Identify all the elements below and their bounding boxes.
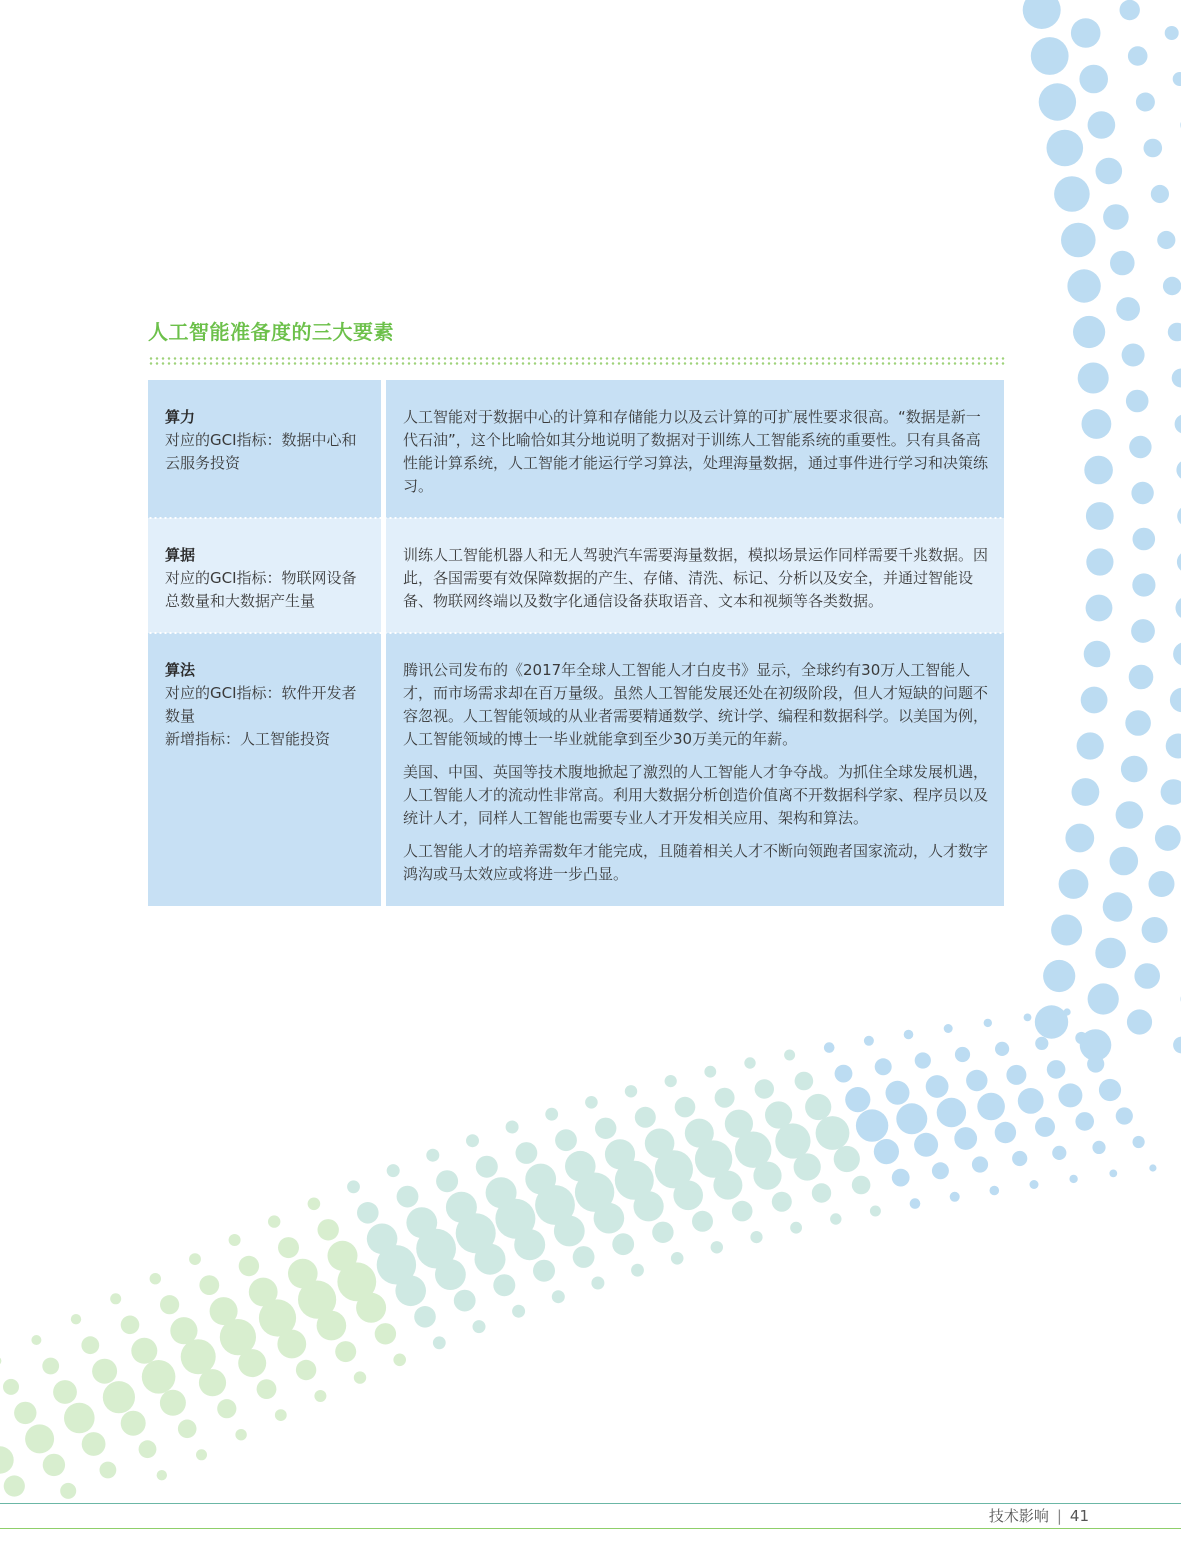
decorative-dot xyxy=(795,1072,814,1091)
factor-description-cell xyxy=(386,380,1004,518)
decorative-dot xyxy=(1024,1014,1032,1022)
factor-description-cell xyxy=(386,518,1004,633)
decorative-dot xyxy=(1087,1055,1104,1072)
page-number: 41 xyxy=(1069,1506,1089,1525)
decorative-dot xyxy=(1086,548,1113,575)
decorative-dot xyxy=(1173,1037,1181,1054)
decorative-dot xyxy=(1166,734,1181,759)
decorative-dot xyxy=(1035,1005,1068,1038)
decorative-dot xyxy=(932,1162,949,1179)
decorative-dot xyxy=(1121,756,1148,783)
decorative-dot xyxy=(1071,18,1101,48)
decorative-dot xyxy=(1134,963,1160,989)
factor-indicator: 对应的GCI指标：软件开发者数量 xyxy=(165,684,357,725)
decorative-dot xyxy=(904,1030,914,1040)
decorative-dot xyxy=(375,1323,396,1344)
decorative-dot xyxy=(1127,1009,1152,1034)
decorative-dot xyxy=(977,1093,1005,1121)
decorative-dot xyxy=(121,1411,146,1436)
decorative-dot xyxy=(1064,1008,1071,1015)
decorative-dot xyxy=(870,1206,881,1217)
decorative-dot xyxy=(1099,1079,1121,1101)
decorative-dot xyxy=(1081,687,1108,714)
decorative-dot xyxy=(466,1134,479,1147)
decorative-dot xyxy=(732,1201,753,1222)
decorative-dot xyxy=(1110,251,1135,276)
decorative-dot xyxy=(995,1042,1009,1056)
decorative-dot xyxy=(625,1085,637,1097)
factor-label-cell xyxy=(148,518,381,633)
decorative-dot xyxy=(160,1295,179,1314)
footer-rule xyxy=(0,1528,1181,1529)
decorative-dot xyxy=(585,1096,598,1109)
decorative-dot xyxy=(845,1087,870,1112)
decorative-dot xyxy=(1133,528,1156,551)
decorative-dot xyxy=(864,1036,874,1046)
decorative-dot xyxy=(1079,65,1108,94)
decorative-dot xyxy=(142,1360,176,1394)
decorative-dot xyxy=(1078,363,1109,394)
decorative-dot xyxy=(1018,1088,1044,1114)
decorative-dot xyxy=(268,1215,280,1227)
decorative-dot xyxy=(914,1133,938,1157)
decorative-dot xyxy=(1086,502,1114,530)
decorative-dot xyxy=(139,1440,157,1458)
decorative-dot xyxy=(1061,223,1096,258)
decorative-dot xyxy=(1175,414,1181,434)
decorative-dot xyxy=(1149,871,1175,897)
decorative-dot xyxy=(81,1336,99,1354)
table-row xyxy=(148,633,1004,906)
description-paragraph: 腾讯公司发布的《2017年全球人工智能人才白皮书》显示，全球约有30万人工智能人才，而市场需求却在百万量级。虽然人工智能发展还处在初级阶段，但人才短缺的问题不容忽视。人工智能领域的从业者需要精通数学、统计学、编程和数据科学。以美国为例，人工智能领域的博士一毕业就能拿到至少30万美元的年薪。 xyxy=(403,661,989,748)
decorative-dot xyxy=(296,1360,316,1380)
decorative-dot xyxy=(1030,1180,1039,1189)
decorative-dot xyxy=(552,1290,565,1303)
decorative-dot xyxy=(665,1075,677,1087)
decorative-dot xyxy=(790,1222,802,1234)
decorative-dot xyxy=(1131,482,1153,504)
decorative-dot xyxy=(1047,130,1084,167)
decorative-dot xyxy=(516,1142,538,1164)
decorative-dot xyxy=(189,1253,201,1265)
decorative-dot xyxy=(1031,37,1069,75)
decorative-dot xyxy=(775,1123,810,1158)
table-row xyxy=(148,380,1004,518)
decorative-dot xyxy=(397,1186,419,1208)
decorative-dot xyxy=(713,1171,742,1200)
decorative-dot xyxy=(235,1429,246,1440)
decorative-dot xyxy=(426,1149,439,1162)
decorative-dot xyxy=(554,1216,585,1247)
decorative-dot xyxy=(995,1122,1016,1143)
decorative-dot xyxy=(318,1219,339,1240)
decorative-dot xyxy=(493,1274,515,1296)
decorative-dot xyxy=(178,1420,197,1439)
decorative-dot xyxy=(573,1246,595,1268)
decorative-dot xyxy=(160,1390,186,1416)
decorative-dot xyxy=(772,1192,792,1212)
decorative-dot xyxy=(473,1320,486,1333)
footer-section-name: 技术影响 xyxy=(988,1507,1049,1525)
decorative-dot xyxy=(1035,1037,1048,1050)
decorative-dot xyxy=(794,1153,821,1180)
decorative-dot xyxy=(1096,158,1123,185)
decorative-dot xyxy=(671,1252,684,1265)
decorative-dot xyxy=(784,1050,795,1061)
decorative-dot xyxy=(533,1260,555,1282)
decorative-dot xyxy=(393,1354,406,1367)
decorative-dot xyxy=(1165,26,1179,40)
decorative-dot xyxy=(830,1213,841,1224)
decorative-dot xyxy=(1120,0,1140,20)
decorative-dot xyxy=(356,1293,386,1323)
decorative-dot xyxy=(0,1446,14,1473)
dotted-divider xyxy=(148,356,1006,366)
decorative-dot xyxy=(433,1336,446,1349)
decorative-dot xyxy=(595,1118,616,1139)
decorative-dot xyxy=(1023,0,1061,29)
decorative-dot xyxy=(335,1341,356,1362)
decorative-dot xyxy=(239,1256,259,1276)
decorative-dot xyxy=(60,1483,76,1499)
factor-new-indicator: 新增指标：人工智能投资 xyxy=(165,730,331,748)
decorative-dot xyxy=(1084,641,1111,668)
decorative-dot xyxy=(181,1339,216,1374)
decorative-dot xyxy=(1039,83,1076,120)
decorative-dot xyxy=(506,1121,519,1134)
decorative-dot xyxy=(1075,1032,1087,1044)
decorative-dot xyxy=(278,1237,299,1258)
description-paragraph: 人工智能对于数据中心的计算和存储能力以及云计算的可扩展性要求很高。“数据是新一代石油”，这个比喻恰如其分地说明了数据对于训练人工智能系统的重要性。只有具备高性能计算系统，人工智能才能运行学习算法，处理海量数据，通过事件进行学习和决策练习。 xyxy=(403,408,989,495)
decorative-dot xyxy=(1073,316,1105,348)
decorative-dot xyxy=(673,1181,703,1211)
decorative-dot xyxy=(435,1259,466,1290)
decorative-dot xyxy=(1052,1146,1066,1160)
decorative-dot xyxy=(4,1475,25,1496)
decorative-dot xyxy=(199,1369,226,1396)
decorative-dot xyxy=(1157,231,1175,249)
decorative-dot xyxy=(42,1358,59,1375)
decorative-dot xyxy=(834,1146,860,1172)
decorative-dot xyxy=(1077,732,1104,759)
decorative-dot xyxy=(110,1293,121,1304)
decorative-dot xyxy=(856,1109,888,1141)
decorative-dot xyxy=(414,1306,436,1328)
decorative-dot xyxy=(0,1356,1,1365)
decorative-dot xyxy=(875,1058,892,1075)
decorative-dot xyxy=(257,1379,277,1399)
decorative-dot xyxy=(937,1098,966,1127)
decorative-dot xyxy=(314,1390,326,1402)
factor-name: 算力 xyxy=(165,408,196,426)
decorative-dot xyxy=(103,1381,135,1413)
table-row xyxy=(148,518,1004,633)
decorative-dot xyxy=(812,1183,831,1202)
decorative-dot xyxy=(1173,72,1181,86)
decorative-dot xyxy=(1176,597,1181,620)
decorative-dot xyxy=(591,1277,604,1290)
decorative-dot xyxy=(816,1116,850,1150)
decorative-dot xyxy=(121,1316,140,1335)
decorative-dot xyxy=(82,1432,106,1456)
decorative-dot xyxy=(277,1330,306,1359)
decorative-dot xyxy=(1058,1083,1082,1107)
footer-separator: | xyxy=(1056,1506,1062,1525)
decorative-dot xyxy=(25,1424,54,1453)
decorative-dot xyxy=(635,1107,656,1128)
decorative-dot xyxy=(1144,139,1163,158)
decorative-dot xyxy=(199,1275,219,1295)
decorative-dot xyxy=(1149,1164,1156,1171)
decorative-dot xyxy=(1129,436,1151,458)
factors-table xyxy=(148,380,1004,906)
decorative-dot xyxy=(1006,1065,1026,1085)
decorative-dot xyxy=(157,1470,167,1480)
decorative-dot xyxy=(753,1162,781,1190)
decorative-dot xyxy=(744,1057,755,1068)
decorative-dot xyxy=(1069,1175,1077,1183)
decorative-dot xyxy=(71,1314,81,1324)
decorative-dot xyxy=(1155,825,1181,851)
section-title: 人工智能准备度的三大要素 xyxy=(148,320,394,344)
decorative-dot xyxy=(750,1231,762,1243)
decorative-dot xyxy=(317,1311,347,1341)
decorative-dot xyxy=(1168,323,1181,342)
decorative-dot xyxy=(1129,665,1154,690)
description-paragraph: 训练人工智能机器人和无人驾驶汽车需要海量数据，模拟场景运作同样需要千兆数据。因此，各国需要有效保障数据的产生、存储、清洗、标记、分析以及安全，并通过智能设备、物联网终端以及数字化通信设备获取语音、文本和视频等各类数据。 xyxy=(403,546,989,610)
decorative-dot xyxy=(711,1241,723,1253)
decorative-dot xyxy=(545,1108,558,1121)
decorative-dot xyxy=(954,1127,977,1150)
decorative-dot xyxy=(196,1449,207,1460)
decorative-dot xyxy=(1132,573,1155,596)
decorative-dot xyxy=(308,1198,321,1211)
decorative-dot xyxy=(1122,344,1145,367)
decorative-dot xyxy=(1128,46,1148,66)
decorative-dot xyxy=(354,1371,366,1383)
decorative-dot xyxy=(852,1176,871,1195)
decorative-dot xyxy=(824,1042,835,1053)
decorative-dot xyxy=(476,1156,498,1178)
decorative-dot xyxy=(984,1019,992,1027)
decorative-dot xyxy=(594,1203,625,1234)
decorative-dot xyxy=(1084,456,1113,485)
page-footer xyxy=(989,1505,1089,1526)
factor-label-cell xyxy=(148,380,381,518)
decorative-dot xyxy=(1142,917,1168,943)
decorative-dot xyxy=(1163,277,1181,295)
decorative-dot xyxy=(31,1335,41,1345)
decorative-dot xyxy=(1047,1060,1066,1079)
decorative-dot xyxy=(1086,595,1113,622)
decorative-dot xyxy=(1035,1117,1055,1137)
decorative-dot xyxy=(475,1244,506,1275)
decorative-dot xyxy=(926,1075,949,1098)
decorative-dot xyxy=(1116,297,1140,321)
decorative-dot xyxy=(217,1399,236,1418)
decorative-dot xyxy=(1067,269,1100,302)
decorative-dot xyxy=(3,1379,19,1395)
decorative-dot xyxy=(1116,801,1144,829)
decorative-dot xyxy=(972,1156,988,1172)
decorative-dot xyxy=(1012,1151,1027,1166)
decorative-dot xyxy=(395,1276,426,1307)
decorative-dot xyxy=(64,1403,95,1434)
decorative-dot xyxy=(1126,390,1149,413)
decorative-dot xyxy=(1092,1141,1105,1154)
decorative-dot xyxy=(1177,505,1181,526)
decorative-dot xyxy=(43,1454,65,1476)
decorative-dot xyxy=(805,1094,831,1120)
factor-indicator: 对应的GCI指标：数据中心和云服务投资 xyxy=(165,431,357,472)
decorative-dot xyxy=(631,1264,644,1277)
decorative-dot xyxy=(1136,93,1155,112)
decorative-dot xyxy=(1088,111,1116,139)
decorative-dot xyxy=(1177,551,1181,573)
decorative-dot xyxy=(1075,1112,1094,1131)
decorative-dot xyxy=(755,1079,774,1098)
decorative-dot xyxy=(1051,915,1082,946)
decorative-dot xyxy=(387,1164,400,1177)
decorative-dot xyxy=(1103,892,1133,922)
decorative-dot xyxy=(100,1462,117,1479)
decorative-dot xyxy=(512,1305,525,1318)
decorative-dot xyxy=(896,1103,927,1134)
decorative-dot xyxy=(1133,1136,1145,1148)
decorative-dot xyxy=(950,1192,960,1202)
decorative-dot xyxy=(357,1202,379,1224)
decorative-dot xyxy=(955,1047,970,1062)
decorative-dot xyxy=(835,1065,853,1083)
decorative-dot xyxy=(1110,847,1139,876)
decorative-dot xyxy=(1172,369,1181,388)
decorative-dot xyxy=(1072,778,1100,806)
decorative-dot xyxy=(1082,409,1112,439)
decorative-dot xyxy=(1065,824,1094,853)
decorative-dot xyxy=(612,1233,634,1255)
decorative-dot xyxy=(915,1052,931,1068)
factor-indicator: 对应的GCI指标：物联网设备总数量和大数据产生量 xyxy=(165,569,357,610)
decorative-dot xyxy=(150,1273,161,1284)
factor-name: 算据 xyxy=(165,546,196,564)
decorative-dot xyxy=(715,1088,735,1108)
decorative-dot xyxy=(229,1234,241,1246)
decorative-dot xyxy=(1088,983,1119,1014)
decorative-dot xyxy=(555,1129,577,1151)
decorative-dot xyxy=(1109,1170,1117,1178)
decorative-dot xyxy=(1059,869,1089,899)
decorative-dot xyxy=(1176,460,1181,480)
decorative-dot xyxy=(1095,938,1126,969)
decorative-dot xyxy=(53,1380,77,1404)
decorative-dot xyxy=(692,1211,713,1232)
decorative-dot xyxy=(454,1290,476,1312)
decorative-dot xyxy=(1170,688,1181,712)
decorative-dot xyxy=(892,1169,910,1187)
factor-description-cell xyxy=(386,633,1004,906)
decorative-dot xyxy=(1131,619,1155,643)
decorative-dot xyxy=(910,1198,921,1209)
decorative-dot xyxy=(92,1359,117,1384)
decorative-dot xyxy=(347,1180,360,1193)
decorative-dot xyxy=(14,1402,36,1424)
decorative-dot xyxy=(675,1097,696,1118)
decorative-dot xyxy=(1173,642,1181,666)
decorative-dot xyxy=(886,1081,910,1105)
decorative-dot xyxy=(1116,1107,1133,1124)
decorative-dot xyxy=(652,1222,673,1243)
decorative-dot xyxy=(1103,204,1129,230)
decorative-dot xyxy=(275,1409,287,1421)
decorative-dot xyxy=(874,1139,899,1164)
decorative-dot xyxy=(436,1170,458,1192)
decorative-dot xyxy=(1151,185,1169,203)
footer-rule xyxy=(0,1503,1181,1504)
decorative-dot xyxy=(1161,779,1181,805)
decorative-dot xyxy=(238,1349,266,1377)
decorative-dot xyxy=(990,1186,1000,1196)
decorative-dot xyxy=(1125,710,1151,736)
description-paragraph: 人工智能人才的培养需数年才能完成，且随着相关人才不断向领跑者国家流动，人才数字鸿沟或马太效应或将进一步凸显。 xyxy=(403,842,989,883)
factor-name: 算法 xyxy=(165,661,196,679)
decorative-dot xyxy=(704,1066,716,1078)
description-paragraph: 美国、中国、英国等技术腹地掀起了激烈的人工智能人才争夺战。为抓住全球发展机遇，人工智能人才的流动性非常高。利用大数据分析创造价值离不开数据科学家、程序员以及统计人才，同样人工智能也需要专业人才开发相关应用、架构和算法。 xyxy=(403,763,989,827)
decorative-dot xyxy=(944,1024,953,1033)
decorative-dot xyxy=(1054,176,1090,212)
decorative-dot xyxy=(514,1229,545,1260)
decorative-dot xyxy=(634,1191,664,1221)
decorative-dot xyxy=(131,1338,157,1364)
decorative-dot xyxy=(966,1070,987,1091)
decorative-dot xyxy=(1043,960,1075,992)
factor-label-cell xyxy=(148,633,381,906)
